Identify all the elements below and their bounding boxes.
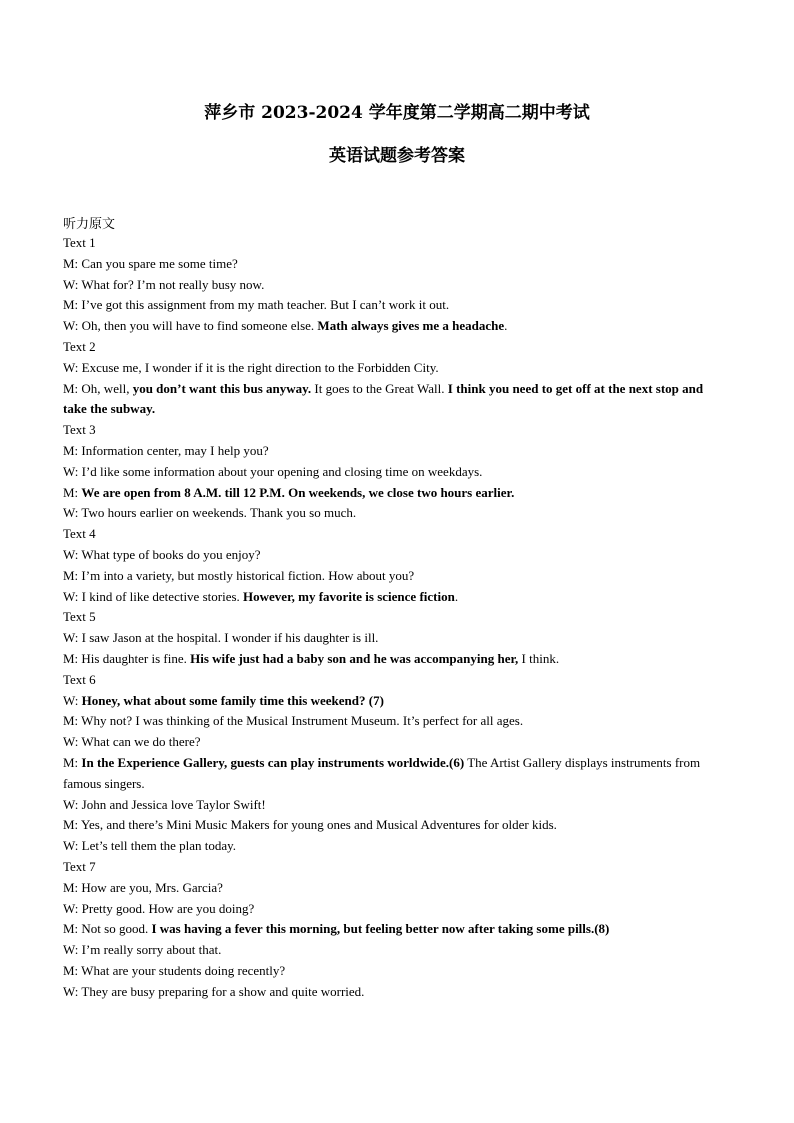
transcript-line: [63, 358, 723, 379]
line-text: W: Excuse me, I wonder if it is the right direction to the Forbidden City.: [63, 359, 439, 375]
answer-highlight: you don’t want this bus anyway.: [132, 380, 312, 396]
line-text: M: Why not? I was thinking of the Musical Instrument Museum. It’s perfect for all ages.: [63, 713, 524, 729]
line-text: W: What type of books do you enjoy?: [63, 546, 261, 562]
transcript-line: [63, 420, 723, 441]
transcript-line: [63, 275, 723, 296]
transcript-line: [63, 566, 723, 587]
transcript-line: [63, 711, 723, 732]
transcript-line: [63, 919, 723, 940]
line-text: It goes to the Great Wall.: [311, 380, 448, 396]
transcript-line: [63, 857, 723, 878]
transcript-line: [63, 815, 723, 836]
transcript-line: [63, 254, 723, 275]
transcript-line: [63, 545, 723, 566]
transcript-line: [63, 483, 723, 504]
transcript-line: [63, 670, 723, 691]
line-text: Text 4: [63, 526, 96, 542]
transcript-line: [63, 587, 723, 608]
line-text: M:: [63, 484, 82, 500]
line-text: .: [504, 318, 508, 334]
answer-highlight: I was having a fever this morning, but feeling better now after taking some pills.(8): [151, 921, 610, 937]
line-text: M: Oh, well,: [63, 380, 133, 396]
transcript-line: [63, 795, 723, 816]
line-text: Text 5: [63, 609, 96, 625]
line-text: M: Yes, and there’s Mini Music Makers for young ones and Musical Adventures for older kids.: [63, 817, 557, 833]
line-text: M: Can you spare me some time?: [63, 255, 238, 271]
line-text: W: Let’s tell them the plan today.: [63, 838, 237, 854]
line-text: W: Pretty good. How are you doing?: [63, 900, 255, 916]
answer-highlight: Math always gives me a headache: [317, 318, 505, 334]
line-text: M: I’ve got this assignment from my math teacher. But I can’t work it out.: [63, 297, 450, 313]
transcript-line: [63, 524, 723, 545]
transcript-line: [63, 607, 723, 628]
line-text: W: I’d like some information about your opening and closing time on weekdays.: [63, 463, 483, 479]
line-text: Text 6: [63, 671, 96, 687]
section-label: 听力原文: [63, 217, 116, 232]
transcript-line: [63, 961, 723, 982]
transcript-line: [63, 899, 723, 920]
line-text: W: I saw Jason at the hospital. I wonder if his daughter is ill.: [63, 630, 379, 646]
answer-highlight: In the Experience Gallery, guests can play instruments worldwide.(6): [81, 754, 465, 770]
transcript-line: [63, 441, 723, 462]
document-subtitle: 英语试题参考答案: [329, 146, 465, 166]
line-text: W: I’m really sorry about that.: [63, 942, 222, 958]
line-text: M: How are you, Mrs. Garcia?: [63, 879, 223, 895]
line-text: M: Not so good.: [63, 921, 152, 937]
transcript-line: [63, 379, 723, 421]
transcript-line: [63, 982, 723, 1003]
document-title: 萍乡市 2023-2024 学年度第二学期高二期中考试: [204, 103, 590, 123]
line-text: M: His daughter is fine.: [63, 650, 191, 666]
line-text: M: Information center, may I help you?: [63, 442, 269, 458]
line-text: M: I’m into a variety, but mostly historical fiction. How about you?: [63, 567, 415, 583]
transcript-line: [63, 233, 723, 254]
line-text: W: John and Jessica love Taylor Swift!: [63, 796, 266, 812]
line-text: Text 1: [63, 235, 96, 250]
transcript-line: [63, 503, 723, 524]
transcript-line: [63, 753, 723, 795]
transcript-line: [63, 295, 723, 316]
transcript-line: [63, 337, 723, 358]
line-text: W: Two hours earlier on weekends. Thank you so much.: [63, 505, 357, 521]
transcript-line: [63, 878, 723, 899]
line-text: The Artist Gallery displays instruments from famous singers.: [63, 754, 701, 791]
answer-highlight: His wife just had a baby son and he was accompanying her,: [190, 650, 519, 666]
answer-highlight: We are open from 8 A.M. till 12 P.M. On weekends, we close two hours earlier.: [81, 484, 515, 500]
transcript-line: [63, 649, 723, 670]
transcript-line: [63, 836, 723, 857]
transcript: [63, 233, 723, 1002]
answer-highlight: Honey, what about some family time this weekend? (7): [81, 692, 384, 708]
line-text: W: What can we do there?: [63, 734, 201, 750]
line-text: .: [454, 588, 459, 604]
transcript-line: [63, 316, 723, 337]
answer-highlight: I think you need to get off at the next stop and take the subway.: [63, 380, 704, 417]
line-text: W:: [63, 692, 82, 708]
line-text: W: Oh, then you will have to find someone else.: [63, 318, 318, 334]
transcript-line: [63, 628, 723, 649]
line-text: I think.: [518, 650, 560, 666]
transcript-line: [63, 940, 723, 961]
transcript-line: [63, 462, 723, 483]
transcript-line: [63, 691, 723, 712]
transcript-line: [63, 732, 723, 753]
line-text: M:: [63, 754, 82, 770]
line-text: Text 2: [63, 338, 96, 354]
line-text: Text 7: [63, 858, 96, 874]
line-text: W: What for? I’m not really busy now.: [63, 276, 265, 292]
line-text: W: They are busy preparing for a show and quite worried.: [63, 983, 365, 999]
answer-highlight: However, my favorite is science fiction: [243, 588, 455, 604]
line-text: W: I kind of like detective stories.: [63, 588, 244, 604]
line-text: M: What are your students doing recently?: [63, 962, 286, 978]
line-text: Text 3: [63, 422, 96, 438]
